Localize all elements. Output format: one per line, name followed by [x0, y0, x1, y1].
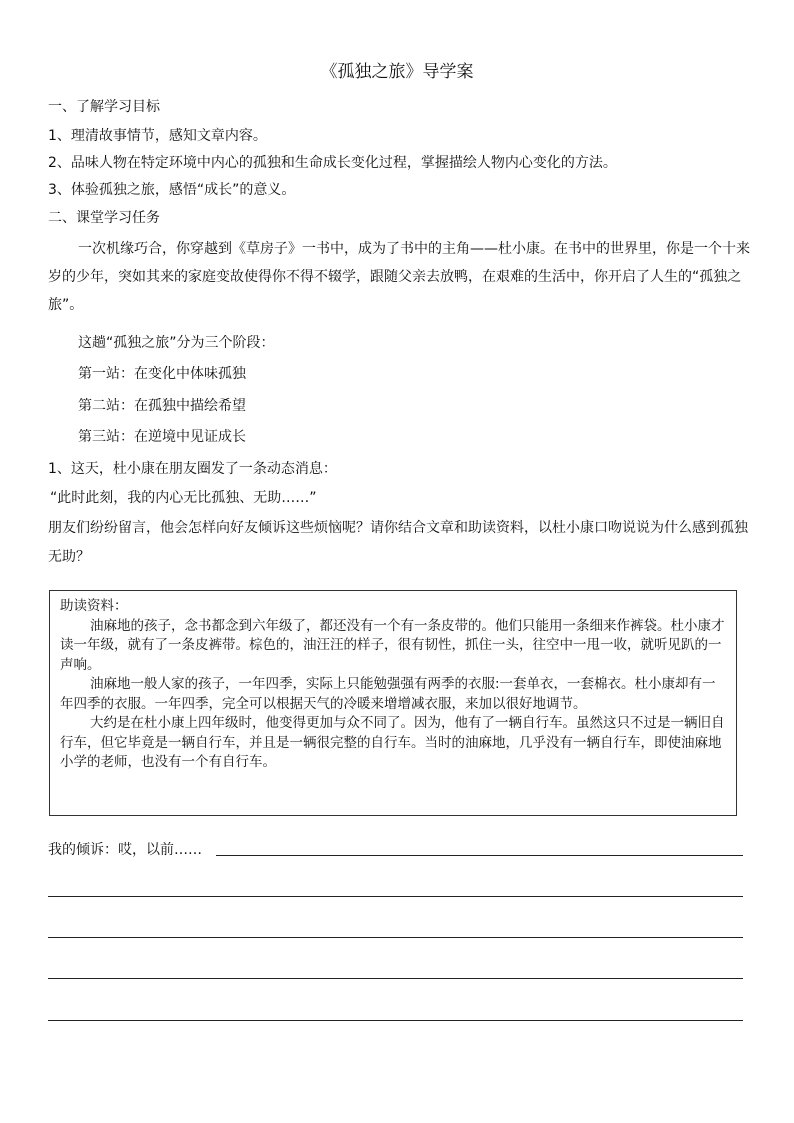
- reading-paragraph: 油麻地一般人家的孩子，一年四季，实际上只能勉强强有两季的衣服:一套单衣，一套棉衣。杜小康却有一年四季的衣服。一年四季，完全可以根据天气的冷暖来增增减衣服，来加以很好地调节。: [60, 676, 716, 712]
- task-prompt: 1、这天，杜小康在朋友圈发了一条动态消息：: [48, 461, 337, 477]
- stage-item: 第一站：在变化中体味孤独: [78, 366, 246, 382]
- task-question: 朋友们纷纷留言，他会怎样向好友倾诉这些烦恼呢？请你结合文章和助读资料，以杜小康口吻说说为什么感到孤独无助？: [48, 520, 748, 565]
- goal-item: 3、体验孤独之旅，感悟“成长”的意义。: [48, 182, 296, 198]
- scenario-paragraph: 一次机缘巧合，你穿越到《草房子》一书中，成为了书中的主角——杜小康。在书中的世界里，你是一个十来岁的少年，突如其来的家庭变故使得你不得不辍学，跟随父亲去放鸭，在艰难的生活中，你开启了人生的“孤独之旅”。: [48, 241, 750, 313]
- answer-row: [48, 841, 743, 859]
- reading-material-label: 助读资料：: [60, 598, 128, 614]
- answer-line[interactable]: [48, 937, 743, 938]
- answer-line[interactable]: [216, 855, 743, 856]
- quote-text: “此时此刻，我的内心无比孤独、无助……”: [50, 490, 317, 506]
- goal-item: 2、品味人物在特定环境中内心的孤独和生命成长变化过程，掌握描绘人物内心变化的方法。: [48, 155, 617, 171]
- section-heading-goals: 一、了解学习目标: [48, 99, 160, 115]
- answer-line[interactable]: [48, 978, 743, 979]
- answer-label: 我的倾诉：哎，以前……: [48, 842, 202, 858]
- reading-paragraph: 大约是在杜小康上四年级时，他变得更加与众不同了。因为，他有了一辆自行车。虽然这只不过是一辆旧自行车，但它毕竟是一辆自行车，并且是一辆很完整的自行车。当时的油麻地，几乎没有一辆自行车，即使油麻地小学的老师，也没有一个有自行车。: [60, 715, 725, 770]
- section-heading-tasks: 二、课堂学习任务: [48, 210, 160, 226]
- page-title: 《孤独之旅》导学案: [320, 62, 474, 82]
- answer-line[interactable]: [48, 1020, 743, 1021]
- goal-item: 1、理清故事情节，感知文章内容。: [48, 128, 267, 144]
- stages-intro: 这趟“孤独之旅”分为三个阶段：: [78, 335, 275, 351]
- reading-material-box: [49, 590, 737, 816]
- answer-line[interactable]: [48, 896, 743, 897]
- reading-paragraph: 油麻地的孩子，念书都念到六年级了，都还没有一个有一条皮带的。他们只能用一条细来作裤袋。杜小康才读一年级，就有了一条皮裤带。棕色的，油汪汪的样子，很有韧性，抓住一头，往空中一甩一收，就听见趴的一声响。: [60, 617, 725, 673]
- stage-item: 第三站：在逆境中见证成长: [78, 429, 246, 445]
- stage-item: 第二站：在孤独中描绘希望: [78, 398, 246, 414]
